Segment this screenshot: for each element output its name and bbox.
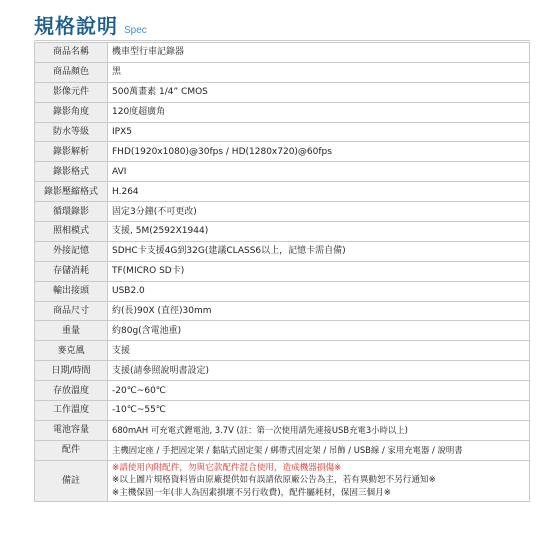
spec-value: 500萬畫素 1/4” CMOS bbox=[108, 82, 530, 102]
spec-value: -10℃~55℃ bbox=[108, 401, 530, 421]
spec-value: AVI bbox=[108, 162, 530, 182]
spec-value: 支援(請參照說明書設定) bbox=[108, 361, 530, 381]
spec-label: 麥克風 bbox=[35, 341, 108, 361]
spec-label: 商品尺寸 bbox=[35, 301, 108, 321]
disclaimer-note: ※以上圖片規格資料皆由原廠提供如有誤請依原廠公告為主，若有異動恕不另行通知※ bbox=[112, 475, 436, 486]
spec-row bbox=[35, 420, 530, 440]
spec-row bbox=[35, 440, 530, 460]
spec-label: 防水等級 bbox=[35, 122, 108, 142]
warning-note: ※請使用內附配件，勿與它款配件混合使用，造成機器損傷※ bbox=[112, 462, 342, 473]
spec-value: 固定3分鐘(不可更改) bbox=[108, 202, 530, 222]
spec-value: IPX5 bbox=[108, 122, 530, 142]
spec-value: 680mAH 可充電式鋰電池, 3.7V (註：第一次使用請先連接USB充電3小時以上) bbox=[108, 420, 530, 440]
spec-label: 循環錄影 bbox=[35, 202, 108, 222]
spec-row bbox=[35, 102, 530, 122]
spec-label: 存放溫度 bbox=[35, 381, 108, 401]
spec-row bbox=[35, 162, 530, 182]
spec-label: 工作溫度 bbox=[35, 401, 108, 421]
spec-value: TF(MICRO SD卡) bbox=[108, 261, 530, 281]
spec-label: 配件 bbox=[35, 440, 108, 460]
spec-value: 支援 bbox=[108, 341, 530, 361]
page-title: 規格說明 bbox=[34, 14, 118, 38]
spec-label: 商品顏色 bbox=[35, 62, 108, 82]
spec-header bbox=[34, 10, 147, 40]
spec-row bbox=[35, 361, 530, 381]
spec-value: 支援, 5M(2592X1944) bbox=[108, 222, 530, 242]
header-divider bbox=[34, 40, 530, 41]
spec-label: 存儲消耗 bbox=[35, 261, 108, 281]
notes-label: 備註 bbox=[35, 460, 108, 501]
spec-label: 錄影角度 bbox=[35, 102, 108, 122]
spec-label: 錄影壓縮格式 bbox=[35, 182, 108, 202]
spec-label: 日期/時間 bbox=[35, 361, 108, 381]
spec-value: SDHC卡支援4G到32G(建議CLASS6以上，記憶卡需自備) bbox=[108, 241, 530, 261]
spec-value: 約80g(含電池重) bbox=[108, 321, 530, 341]
spec-label: 重量 bbox=[35, 321, 108, 341]
spec-row bbox=[35, 341, 530, 361]
spec-row bbox=[35, 43, 530, 63]
spec-label: 外接記憶 bbox=[35, 241, 108, 261]
spec-row bbox=[35, 62, 530, 82]
spec-row bbox=[35, 261, 530, 281]
spec-row bbox=[35, 122, 530, 142]
spec-label: 輸出接頭 bbox=[35, 281, 108, 301]
spec-label: 影像元件 bbox=[35, 82, 108, 102]
spec-value: USB2.0 bbox=[108, 281, 530, 301]
spec-value: 黑 bbox=[108, 62, 530, 82]
spec-label: 錄影格式 bbox=[35, 162, 108, 182]
spec-value: 120度超廣角 bbox=[108, 102, 530, 122]
spec-row bbox=[35, 321, 530, 341]
warranty-note: ※主機保固一年(非人為因素損壞不另行收費)，配件屬耗材，保固三個月※ bbox=[112, 487, 391, 498]
spec-row bbox=[35, 301, 530, 321]
notes-row bbox=[35, 460, 530, 501]
page-subtitle: Spec bbox=[124, 25, 147, 36]
spec-row bbox=[35, 82, 530, 102]
spec-row bbox=[35, 222, 530, 242]
spec-value: 約(長)90X (直徑)30mm bbox=[108, 301, 530, 321]
spec-label: 商品名稱 bbox=[35, 43, 108, 63]
spec-value: -20℃~60℃ bbox=[108, 381, 530, 401]
spec-value: 機車型行車記錄器 bbox=[108, 43, 530, 63]
spec-row bbox=[35, 241, 530, 261]
spec-value: 主機固定座 / 手把固定架 / 黏貼式固定架 / 綁帶式固定架 / 吊飾 / USB線 / 家用充電器 / 說明書 bbox=[108, 440, 530, 460]
spec-value: FHD(1920x1080)@30fps / HD(1280x720)@60fps bbox=[108, 142, 530, 162]
spec-table bbox=[34, 42, 530, 502]
spec-row bbox=[35, 202, 530, 222]
spec-row bbox=[35, 142, 530, 162]
spec-row bbox=[35, 381, 530, 401]
spec-row bbox=[35, 182, 530, 202]
spec-label: 照相模式 bbox=[35, 222, 108, 242]
spec-label: 錄影解析 bbox=[35, 142, 108, 162]
spec-row bbox=[35, 281, 530, 301]
spec-row bbox=[35, 401, 530, 421]
spec-label: 電池容量 bbox=[35, 420, 108, 440]
spec-value: H.264 bbox=[108, 182, 530, 202]
notes-value bbox=[108, 460, 530, 501]
